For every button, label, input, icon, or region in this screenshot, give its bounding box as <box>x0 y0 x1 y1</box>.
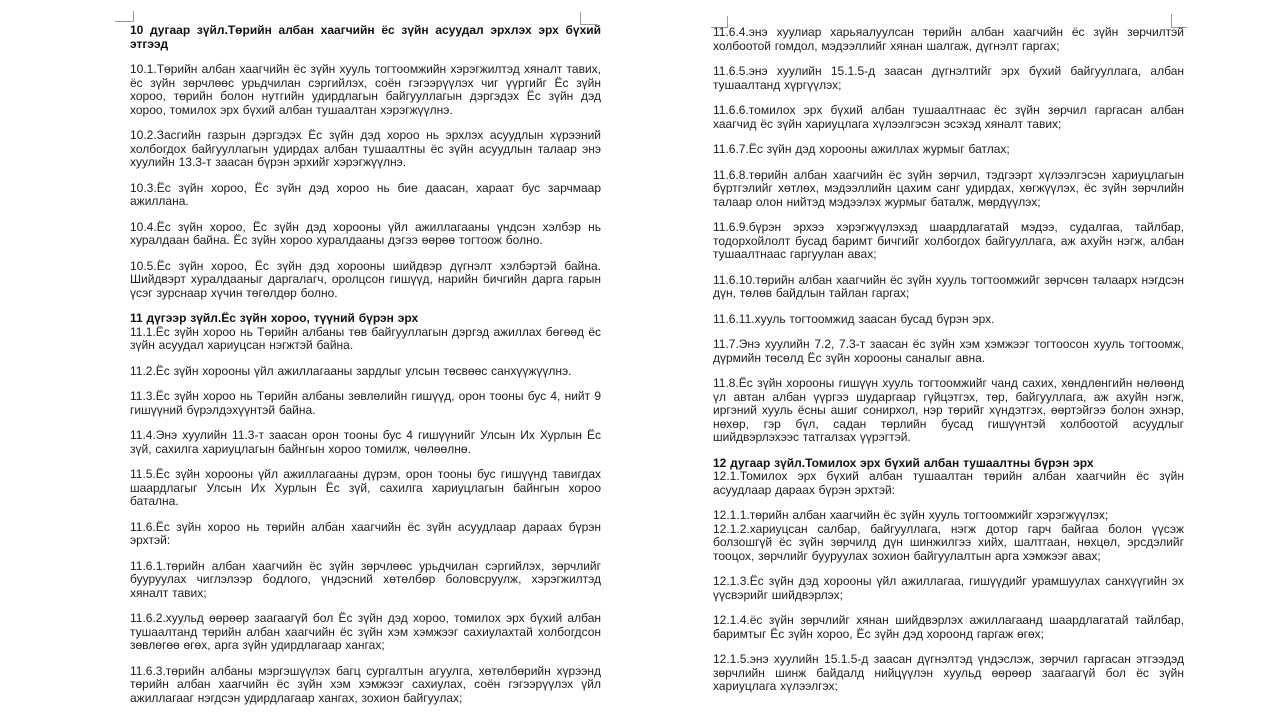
paragraph: 11.6.5.энэ хуулийн 15.1.5-д заасан дүгнэлтийг эрх бүхий байгууллага, албан тушаалтанд хүргүүлэх; <box>713 64 1184 92</box>
paragraph: 11.6.11.хууль тогтоомжид заасан бусад бүрэн эрх. <box>713 311 995 326</box>
paragraph: 11.6.4.энэ хуулиар харьяалуулсан төрийн албан хаагчийн ёс зүйн зөрчилтэй холбоотой гомдол, мэдээллийг хянан шалгаж, дүгнэлт гаргах; <box>713 25 1184 53</box>
page-left <box>130 0 601 717</box>
paragraph: 12.1.Томилох эрх бүхий албан тушаалтан төрийн албан хаагчийн ёс зүйн асуудлаар дараах бүрэн эрхтэй: <box>713 469 1184 497</box>
paragraph: 12.1.5.энэ хуулийн 15.1.5-д заасан дүгнэлтэд үндэслэж, зөрчил гаргасан этгээдэд зөрчлийн шинж байдалд нийцүүлэн хуульд өөрөөр заагаагүй бол ёс зүйн хариуцлага хүлээлгэх; <box>713 652 1184 693</box>
paragraph: 11.6.Ёс зүйн хороо нь төрийн албан хаагчийн ёс зүйн асуудлаар дараах бүрэн эрхтэй: <box>130 519 601 547</box>
page-right <box>713 0 1184 706</box>
paragraph: 11.3.Ёс зүйн хороо нь Төрийн албаны зөвлөлийн гишүүд, орон тооны бус 4, нийт 9 гишүүний бүрэлдэхүүнтэй байна. <box>130 389 601 417</box>
paragraph: 11.6.7.Ёс зүйн дэд хорооны ажиллах журмыг батлах; <box>713 142 1010 156</box>
paragraph: 10.5.Ёс зүйн хороо, Ёс зүйн дэд хорооны шийдвэр дүгнэлт хэлбэртэй байна. Шийдвэрт хуралдааныг даргалагч, оролцсон гишүүд, нарийн бичгийн дарга гарын үсэг зурснаар хүчин төгөлдөр болно. <box>130 258 601 300</box>
paragraph: 10.4.Ёс зүйн хороо, Ёс зүйн дэд хорооны үйл ажиллагааны үндсэн хэлбэр нь хуралдаан байна. Ёс зүйн хороо хуралдааны дэгээ өөрөө тогтоож болно. <box>130 219 601 247</box>
section-heading: 11 дүгээр зүйл.Ёс зүйн хороо, түүний бүрэн эрх <box>130 311 419 325</box>
paragraph: 11.6.2.хуульд өөрөөр заагаагүй бол Ёс зүйн дэд хороо, томилох эрх бүхий албан тушаалтанд төрийн албан хаагчийн ёс зүйн хэм хэмжээг сахиулахтай холбогдсон зөвлөгөө өгөх, арга зүйн удирдлагаар хангах; <box>130 611 601 652</box>
section-heading: 10 дугаар зүйл.Төрийн албан хаагчийн ёс зүйн асуудал эрхлэх эрх бүхий этгээд <box>130 23 601 51</box>
paragraph: 10.3.Ёс зүйн хороо, Ёс зүйн дэд хороо нь бие даасан, хараат бус зарчмаар ажиллана. <box>130 180 601 208</box>
paragraph: 11.7.Энэ хуулийн 7.2, 7.3-т заасан ёс зүйн хэм хэмжээг тогтоосон хууль тогтоомж, дүрмийн төсөлд Ёс зүйн хорооны саналыг авна. <box>713 337 1184 365</box>
paragraph: 11.6.3.төрийн албаны мэргэшүүлэх багц сургалтын агуулга, хөтөлбөрийн хүрээнд төрийн албан хаагчийн ёс зүйн хэм хэмжээг сахиулах, соён гэгээрүүлэх үйл ажиллагааг нэгдсэн удирдлагаар хангах, зохион байгуулах; <box>130 663 601 705</box>
section-heading: 12 дугаар зүйл.Томилох эрх бүхий албан тушаалтны бүрэн эрх <box>713 455 1094 470</box>
paragraph: 11.6.8.төрийн албан хаагчийн ёс зүйн зөрчил, тэдгээрт хүлээлгэсэн хариуцлагын бүртгэлийг хөтлөх, мэдээллийн цахим санг удирдах, хөгжүүлэх, ёс зүйн зөрчлийн талаар олон нийтэд мэдээлэх журмыг баталж, мөрдүүлэх; <box>713 167 1184 209</box>
paragraph: 12.1.2.хариуцсан салбар, байгууллага, нэгж дотор гарч байгаа болон үүсэж болзошгүй ёс зүйн зөрчилд дүн шинжилгээ хийх, шалтгаан, нөхцөл, эрсдэлийг тооцох, зөрчлийг бууруулах зохион байгуулалтын арга хэмжээг авах; <box>713 521 1184 563</box>
paragraph: 12.1.1.төрийн албан хаагчийн ёс зүйн хууль тогтоомжийг хэрэгжүүлэх; <box>713 508 1109 522</box>
paragraph: 12.1.4.ёс зүйн зөрчлийг хянан шийдвэрлэх ажиллагаанд шаардлагатай тайлбар, баримтыг Ёс зүйн хороо, Ёс зүйн дэд хороонд гаргаж өгөх; <box>713 613 1184 641</box>
paragraph: 11.6.9.бүрэн эрхээ хэрэгжүүлэхэд шаардлагатай мэдээ, судалгаа, тайлбар, тодорхойлолт бусад баримт бичгийг холбогдох байгууллага, аж ахуйн нэгж, албан тушаалтнаас гаргуулан авах; <box>713 220 1184 261</box>
paragraph: 11.6.1.төрийн албан хаагчийн ёс зүйн зөрчлөөс урьдчилан сэргийлэх, зөрчлийг бууруулах чиглэлээр бодлого, үндэсний хөтөлбөр боловсруулж, хэрэгжилтэд хяналт тавих; <box>130 558 601 600</box>
paragraph: 11.2.Ёс зүйн хорооны үйл ажиллагааны зардлыг улсын төсвөөс санхүүжүүлнэ. <box>130 363 572 378</box>
paragraph: 11.6.6.томилох эрх бүхий албан тушаалтнаас ёс зүйн зөрчил гаргасан албан хаагчид ёс зүйн хариуцлага хүлээлгэсэн эсэхэд хяналт тавих; <box>713 103 1184 131</box>
paragraph: 10.1.Төрийн албан хаагчийн ёс зүйн хууль тогтоомжийн хэрэгжилтэд хяналт тавих, ёс зүйн зөрчлөөс урьдчилан сэргийлэх, соён гэгээрүүлэх чиг үүргийг Ёс зүйн хороо, төрийн болон нутгийн удирдлагын байгууллагын дэргэдэх Ёс зүйн дэд хороо, томилох эрх бүхий албан тушаалтан хэрэгжүүлнэ. <box>130 62 601 117</box>
paragraph: 12.1.3.Ёс зүйн дэд хорооны үйл ажиллагаа, гишүүдийг урамшуулах санхүүгийн эх үүсвэрийг шийдвэрлэх; <box>713 574 1184 602</box>
paragraph: 11.5.Ёс зүйн хорооны үйл ажиллагааны дүрэм, орон тооны бус гишүүнд тавигдах шаардлагыг Улсын Их Хурлын Ёс зүй, сахилга хариуцлагын байнгын хороо батална. <box>130 467 601 508</box>
paragraph: 11.8.Ёс зүйн хорооны гишүүн хууль тогтоомжийг чанд сахих, хөндлөнгийн нөлөөнд үл автан албан үүргээ шударгаар гүйцэтгэх, төр, байгууллага, аж ахуйн нэгж, иргэний хууль ёсны ашиг сонирхол, нэр төрийг хүндэтгэх, өөртэйгээ болон эхнэр, нөхөр, гэр бүл, садан төрлийн бусад гишүүнтэй холбоотой асуудлыг шийдвэрлэхээс татгалзах үүрэгтэй. <box>713 376 1184 444</box>
paragraph: 11.6.10.төрийн албан хаагчийн ёс зүйн хууль тогтоомжийг зөрчсөн талаарх нэгдсэн дүн, төлөв байдлын тайлан гаргах; <box>713 272 1184 300</box>
paragraph: 11.1.Ёс зүйн хороо нь Төрийн албаны төв байгууллагын дэргэд ажиллах бөгөөд ёс зүйн асуудал хариуцсан нэгжтэй байна. <box>130 324 601 352</box>
paragraph: 10.2.Засгийн газрын дэргэдэх Ёс зүйн дэд хороо нь эрхлэх асуудлын хүрээний холбогдох байгууллагын удирдах албан тушаалтны ёс зүйн асуудлын талаар энэ хуулийн 13.3-т заасан бүрэн эрхийг хэрэгжүүлнэ. <box>130 128 601 169</box>
paragraph: 11.4.Энэ хуулийн 11.3-т заасан орон тооны бус 4 гишүүнийг Улсын Их Хурлын Ёс зүй, сахилга хариуцлагын байнгын хороо томилж, чөлөөлнө. <box>130 428 601 456</box>
